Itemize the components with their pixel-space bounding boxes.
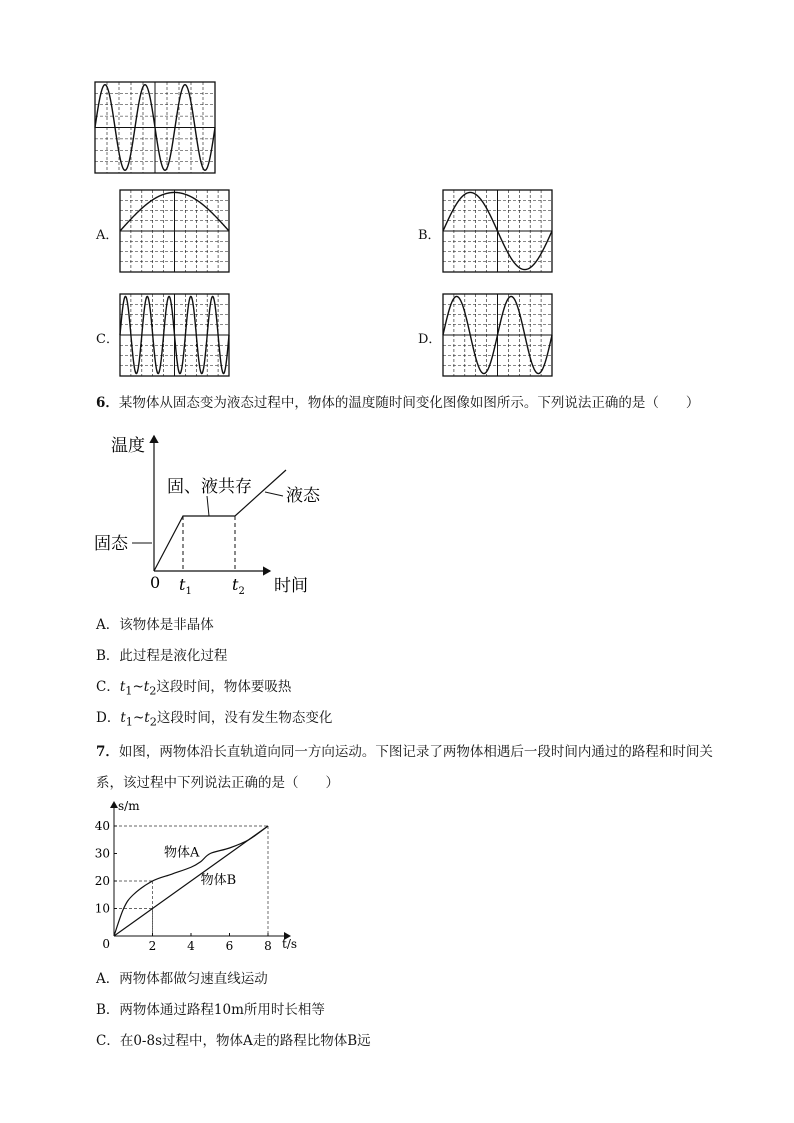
q6-question-text: 某物体从固态变为液态过程中，物体的温度随时间变化图像如图所示。下列说法正确的是（ ） [118, 395, 700, 411]
q7-distance-time-chart [90, 798, 310, 954]
label-solid: 固态 [94, 534, 128, 554]
q7-number: 7． [96, 744, 119, 760]
q5-option-a-label[interactable]: A． [96, 228, 119, 243]
label-liquid: 液态 [286, 486, 320, 506]
t2-label: $t_2$ [232, 575, 245, 597]
label-mixed: 固、液共存 [167, 477, 252, 497]
x-axis-label: 时间 [274, 576, 308, 596]
q7-question-line2: 系，该过程中下列说法正确的是（ ） [96, 775, 339, 791]
liquid-label-leader [265, 492, 283, 496]
x-axis-label: t/s [282, 937, 298, 951]
q6-option-d[interactable]: D．$t_1\sim t_2$这段时间，没有发生物态变化 [96, 710, 333, 729]
oscilloscope-screen-a [119, 189, 230, 273]
t1-label: $t_1$ [179, 575, 192, 597]
q7-question-line1: 如图，两物体沿长直轨道向同一方向运动。下图记录了两物体相遇后一段时间内通过的路程和时间关 [118, 744, 713, 760]
q7-option-c[interactable]: C．在0-8s过程中，物体A走的路程比物体B远 [96, 1033, 371, 1049]
y-tick-label: 30 [94, 846, 110, 861]
x-tick-label: 2 [148, 939, 157, 953]
q5-option-a-waveform[interactable] [119, 189, 230, 277]
q6-option-b[interactable]: B．此过程是液化过程 [96, 648, 228, 664]
y-tick-label: 10 [94, 901, 110, 916]
q7-question [96, 737, 776, 799]
x-tick-label: 6 [225, 939, 234, 953]
q6-question [96, 393, 776, 413]
q7-option-b[interactable]: B．两物体通过路程10m所用时长相等 [96, 1002, 325, 1018]
oscilloscope-screen-c [119, 293, 230, 377]
oscilloscope-screen-b [442, 189, 553, 273]
origin-label: 0 [102, 937, 110, 951]
series-line-b [114, 826, 268, 936]
reference-waveform [94, 81, 216, 178]
y-tick-label: 20 [94, 874, 110, 888]
series-label-b: 物体B [200, 872, 237, 888]
q5-option-d-waveform[interactable] [442, 293, 553, 381]
series-label-a: 物体A [164, 845, 200, 861]
oscilloscope-screen-d [442, 293, 553, 377]
x-tick-label: 8 [264, 939, 272, 953]
q6-temperature-graph [90, 428, 340, 600]
q5-option-d-label[interactable]: D． [418, 332, 442, 347]
q5-option-b-waveform[interactable] [442, 189, 553, 277]
y-tick-label: 40 [94, 819, 110, 833]
q6-option-c[interactable]: C．$t_1\sim t_2$这段时间，物体要吸热 [96, 679, 292, 698]
q6-number: 6． [96, 395, 119, 411]
origin-label: 0 [150, 573, 161, 592]
q6-option-a[interactable]: A．该物体是非晶体 [96, 617, 214, 633]
reference-oscilloscope-screen [94, 81, 216, 174]
y-axis-label: s/m [118, 799, 140, 813]
y-axis-label: 温度 [111, 436, 145, 456]
q7-option-a[interactable]: A．两物体都做匀速直线运动 [96, 971, 268, 987]
q5-option-c-waveform[interactable] [119, 293, 230, 381]
x-tick-label: 4 [187, 939, 195, 953]
q5-option-b-label[interactable]: B． [418, 228, 441, 243]
q5-option-c-label[interactable]: C． [96, 332, 119, 347]
mixed-label-leader [207, 496, 209, 516]
